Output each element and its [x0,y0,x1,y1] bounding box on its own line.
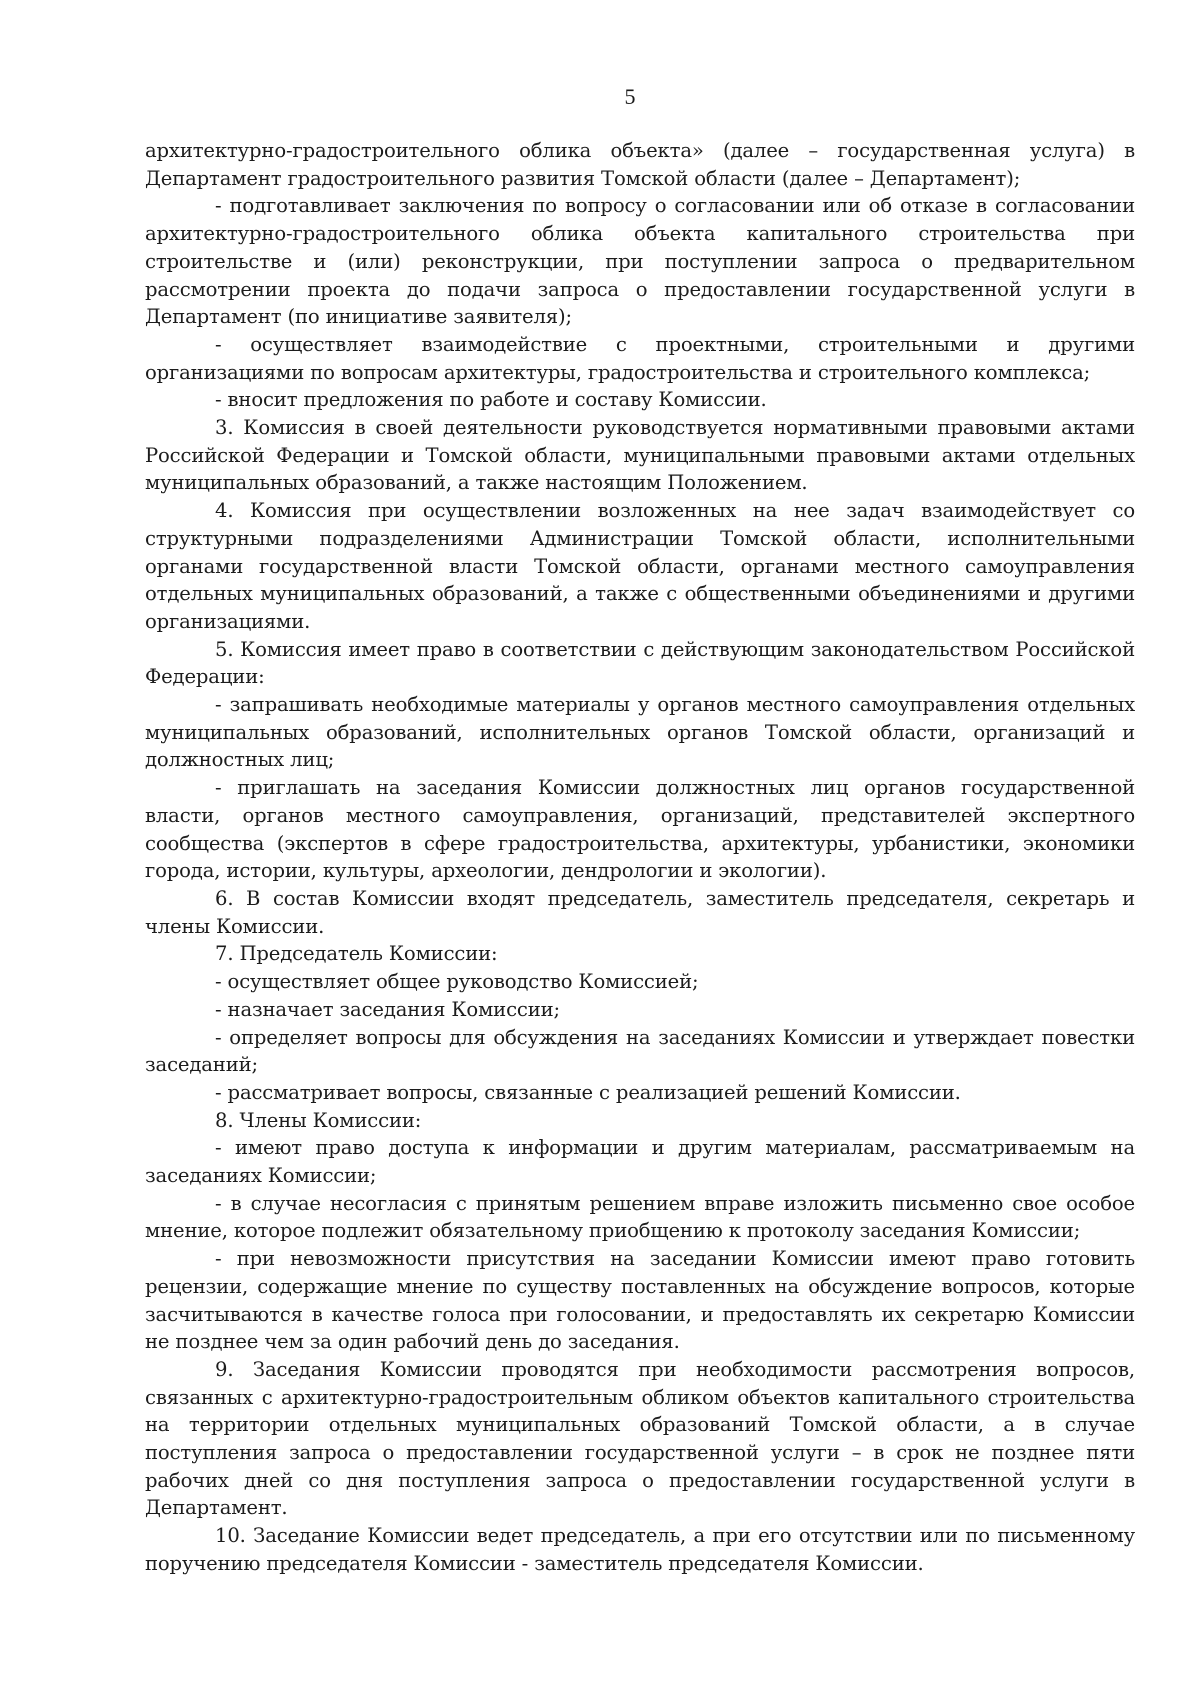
paragraph-item-6: 6. В состав Комиссии входят председатель, заместитель председателя, секретарь и члены Комиссии. [145,886,1135,938]
paragraph-duty-interaction: - осуществляет взаимодействие с проектными, строительными и другими организациями по вопросам архитектуры, градостроительства и строительного комплекса; [145,332,1135,384]
paragraph-item-5: 5. Комиссия имеет право в соответствии с действующим законодательством Российской Федерации: [145,637,1135,689]
paragraph-chair-duty-leadership: - осуществляет общее руководство Комиссией; [215,970,699,994]
paragraph-chair-duty-decisions: - рассматривает вопросы, связанные с реализацией решений Комиссии. [215,1080,961,1104]
paragraph-chair-duty-schedule: - назначает заседания Комиссии; [215,997,560,1021]
paragraph-item-7: 7. Председатель Комиссии: [215,942,498,966]
paragraph-item-10: 10. Заседание Комиссии ведет председатель, а при его отсутствии или по письменному поручению председателя Комиссии - заместитель председателя Комиссии. [145,1524,1135,1575]
paragraph-item-8: 8. Члены Комиссии: [215,1108,422,1132]
page-number: 5 [624,84,636,109]
paragraph-item-4: 4. Комиссия при осуществлении возложенных на нее задач взаимодействует со структурными подразделениями Администрации Томской области, исполнительными органами государственной власти Томской области, органами местного самоуправления отдельных муниципальных образований, а также с общественными объединениями и другими организациями. [145,499,1135,633]
paragraph-member-right-access: - имеют право доступа к информации и другим материалам, рассматриваемым на заседаниях Комиссии; [145,1136,1135,1188]
paragraph-member-right-dissent: - в случае несогласия с принятым решением вправе изложить письменно свое особое мнение, которое подлежит обязательному приобщению к протоколу заседания Комиссии; [145,1191,1135,1243]
paragraph-continuation: архитектурно-градостроительного облика объекта» (далее – государственная услуга) в Департамент градостроительного развития Томской области (далее – Департамент); [145,139,1135,190]
paragraph-item-3: 3. Комиссия в своей деятельности руководствуется нормативными правовыми актами Российской Федерации и Томской области, муниципальными правовыми актами отдельных муниципальных образований, а также настоящим Положением. [145,416,1135,495]
paragraph-chair-duty-agenda: - определяет вопросы для обсуждения на заседаниях Комиссии и утверждает повестки заседаний; [145,1025,1135,1077]
paragraph-item-9: 9. Заседания Комиссии проводятся при необходимости рассмотрения вопросов, связанных с архитектурно-градостроительным обликом объектов капитального строительства на территории отдельных муниципальных образований Томской области, а в случае поступления запроса о предоставлении государственной услуги – в срок не позднее пяти рабочих дней со дня поступления запроса о предоставлении государственной услуги в Департамент. [145,1357,1135,1520]
paragraph-right-invite: - приглашать на заседания Комиссии должностных лиц органов государственной власти, органов местного самоуправления, организаций, представителей экспертного сообщества (экспертов в сфере градостроительства, архитектуры, урбанистики, экономики города, истории, культуры, археологии, дендрологии и экологии). [145,776,1135,883]
paragraph-member-right-reviews: - при невозможности присутствия на заседании Комиссии имеют право готовить рецензии, содержащие мнение по существу поставленных на обсуждение вопросов, которые засчитываются в качестве голоса при голосовании, и предоставлять их секретарю Комиссии не позднее чем за один рабочий день до заседания. [145,1247,1135,1354]
paragraph-right-request-materials: - запрашивать необходимые материалы у органов местного самоуправления отдельных муниципальных образований, исполнительных органов Томской области, организаций и должностных лиц; [145,693,1135,772]
document-body [145,137,1135,1578]
paragraph-duty-conclusions: - подготавливает заключения по вопросу о согласовании или об отказе в согласовании архитектурно-градостроительного облика объекта капитального строительства при строительстве и (или) реконструкции, при поступлении запроса о предварительном рассмотрении проекта до подачи запроса о предоставлении государственной услуги в Департамент (по инициативе заявителя); [145,194,1135,329]
paragraph-duty-proposals: - вносит предложения по работе и составу Комиссии. [215,388,767,412]
